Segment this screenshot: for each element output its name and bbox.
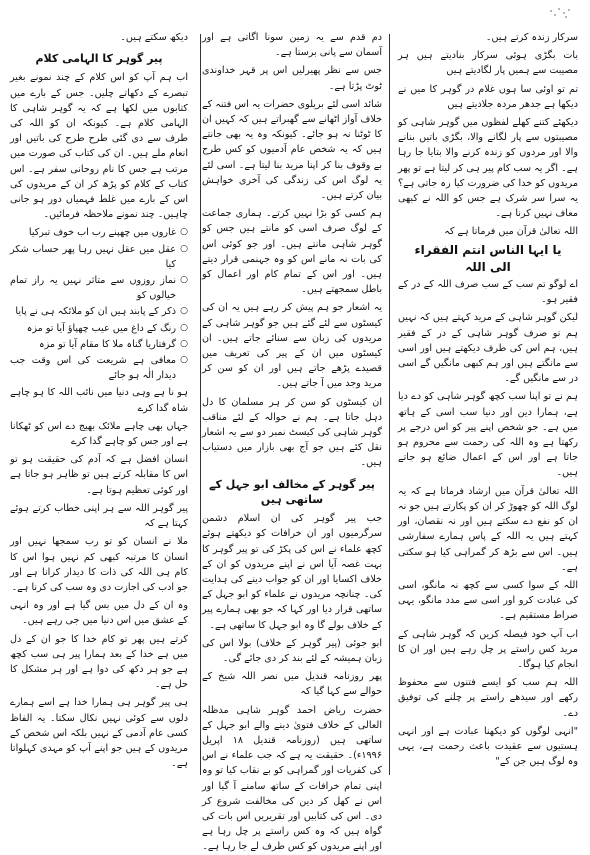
paragraph: "انہی لوگوں کو دیکھنا عبادت ہے اور انہی ہستیوں سے عقیدت باعث رحمت ہے، یہی وہ لوگ ہیں جن کے" — [398, 725, 578, 768]
quran-verse-banner: الی اللہ — [465, 259, 511, 274]
right-column — [398, 30, 578, 779]
paragraph: ہم نے تو اپنا سب کچھ گوہر شاہی کو دے دیا ہے، ہمارا دین اور دنیا سب اسی کے ہاتھ میں ہے۔ جو شخص اپنے پیر کو اس درجے پر رکھتا ہے وہ اللہ کی رحمت سے محروم ہو جاتا ہے اور اس کے اعمال ضائع ہو جاتے ہیں۔ — [398, 391, 578, 479]
paragraph: ہی پیر گوہر ہی ہمارا خدا ہے اسے ہمارے دلوں سے کوئی نہیں نکال سکتا۔ یہ الفاظ کسی عام آدمی کے نہیں بلکہ اس شخص کے مریدوں کے ہیں جو اپنے آپ کو مہدی کہلواتا ہے۔ — [10, 697, 188, 770]
left-column — [10, 30, 188, 779]
paragraph: انسان افضل ہے کہ آدم کی حقیقت ہو تو اس کا مقابلہ کرتے ہیں تو ظاہر ہو جاتا ہے اور کوئی تعظیم ہوتا ہے۔ — [10, 454, 188, 496]
couplet: ○ عقل میں عقل نہیں رہا پھر حساب شکر کیا — [10, 242, 188, 272]
paragraph: کرتے ہیں پھر تو کام خدا کا جو ان کے دل میں ہے خدا کے بعد ہمارا پیر ہی سب کچھ ہے جو ہر دکھ کی دوا ہے اور ہر مشکل کا حل ہے۔ — [10, 633, 188, 691]
middle-column — [202, 30, 382, 853]
couplet: ○ نماز روزوں سے متاثر نہیں یہ راز تمام خیالوں کو — [10, 273, 188, 303]
paragraph: سرکار زندہ کرتے ہیں۔ — [485, 32, 578, 43]
paragraph: ان کیسٹوں کو سن کر ہر مسلمان کا دل دہل جاتا ہے۔ ہم نے حوالہ کے لئے مناقب گوہر شاہی کی کیسٹ نمبر دو سے یہ اشعار نقل کئے ہیں جو آج بھی بازار میں دستیاب ہیں۔ — [202, 396, 382, 469]
paragraph: پیر گوہر اللہ سے ہر اپنی خطاب کرتے ہوئے کہتا ہے کہ — [10, 502, 188, 530]
couplet-list — [10, 225, 188, 383]
couplet: ○ رنگ کے داغ میں عیب چھپاؤ آیا تو مزہ — [10, 321, 188, 336]
paragraph: وہ ان کے دل میں بس گیا ہے اور وہ انہی کے عشق میں اس دنیا میں جی رہے ہیں۔ — [10, 600, 188, 627]
paragraph: جہاں بھی چاہے ملائک بھیج دے اس کو ٹھکانا ہے اور جس کو چاہے گدا کرے — [10, 420, 188, 448]
paragraph: دم قدم سے یہ زمین سونا اگاتی ہے اور آسمان سے پانی برستا ہے۔ — [202, 32, 382, 59]
paragraph: اللہ تعالیٰ قرآن میں ارشاد فرماتا ہے کہ یہ لوگ اللہ کو چھوڑ کر ان کو پکارتے ہیں جو نہ ان کو نفع دے سکتے ہیں اور نہ نقصان، اور کہتے ہیں یہ اللہ کے پاس ہمارے سفارشی ہیں۔ اس سے بڑھ کر گمراہی کیا ہو سکتی ہے۔ — [398, 485, 578, 573]
paragraph: ہو نا ہے وہی دنیا میں نائب اللہ کا ہو چاہے شاہ گدا کرے — [10, 387, 188, 414]
couplet: ○ غاروں میں چھپنے رب اب خوف تبرکیا — [10, 225, 188, 240]
scan-noise — [546, 6, 572, 20]
paragraph: ابو جوئی (پیر گوہر کے خلاف) بولا اس کی زبان ہمیشہ کے لئے بند کر دی جائے گی۔ — [202, 637, 382, 664]
paragraph: دیکھ سکتے ہیں۔ — [120, 32, 188, 43]
paragraph: ملا نے انسان کو تو رب سمجھا نہیں اور انسان کا مرتبہ کبھی کم نہیں ہوا اس کا کام ہی اللہ کی ذات کا دیدار کرانا ہے اور جو ادب کی اجازت دی وہ سب کی کرنا ہے۔ — [10, 536, 188, 593]
paragraph: اللہ تعالیٰ قرآن میں فرماتا ہے کہ — [444, 226, 578, 238]
paragraph: لیکن گوہر شاہی کے مرید کہتے ہیں کہ نہیں ہم تو صرف گوہر شاہی کے در کے فقیر ہیں، ہم اس کی طرف دیکھتے ہیں اور اسی سے مانگتے ہیں اور ہم کبھی مانگیں گے اسی در سے مانگیں گے۔ — [398, 312, 578, 385]
couplet: ○ گرفتاریا گناہ ملا کا مقام آیا تو مزہ — [10, 337, 188, 352]
paragraph: یہ اشعار جو ہم پیش کر رہے ہیں یہ ان کی کیسٹوں سے لئے گئے ہیں جو گوہر شاہی کے مریدوں کی زبان سے سنائے جاتے ہیں۔ ان کیسٹوں میں ان کے پیر کی تعریف میں قصیدے پڑھے جاتے ہیں اور ان کو سن کر مرید وجد میں آ جاتے ہیں۔ — [202, 302, 382, 390]
paragraph: حضرت ریاض احمد گوہر شاہی مدظلہ العالی کے خلاف فتویٰ دینے والے ابو جہل کے ساتھی ہیں (روزنامہ قندیل ۱۸ اپریل ۱۹۹۶ء)۔ حقیقت یہ ہے کہ جب علماء نے اس کی کفریات اور گمراہی کو بے نقاب کیا تو وہ اپنی تمام خرافات کے ساتھ سامنے آ گیا اور اس نے کھل کر دین کی مخالفت شروع کر دی۔ اس کی کتابیں اور تقریریں اس بات کی گواہ ہیں کہ وہ کس راستے پر چل رہا ہے اور اپنے مریدوں کو کس طرف لے جا رہا ہے۔ — [202, 704, 382, 853]
column-divider — [389, 34, 390, 775]
paragraph: دیکھئے کتنے کھلے لفظوں میں گوہر شاہی کو مصیبتوں سے پار لگانے والا، بگڑی باتیں بنانے والا اور مردوں کو زندہ کرنے والا بتایا جا رہا ہے۔ اگر یہ سب کام پیر ہی کر لیتا ہے تو پھر مریدوں کو خدا کی ضرورت کیا رہ جاتی ہے؟ یہ سرا سر شرک ہے جس کو اللہ نے کبھی معاف نہیں کرنا ہے۔ — [398, 117, 578, 220]
paragraph: بات بگڑی ہوئی سرکار بنادیتے ہیں ہر مصیبت سے ہمیں پار لگادیتے ہیں — [398, 50, 578, 77]
section-heading: پیر گوہر کے مخالف ابو جہل کے ساتھی ہیں — [209, 477, 375, 506]
paragraph: اے لوگو تم سب کے سب صرف اللہ کے در کے فقیر ہو۔ — [398, 279, 578, 306]
couplet: ○ معافی ہے شریعت کی اس وقت جب دیدار الٰہ ہو جائے — [10, 353, 188, 383]
paragraph: پھر روزنامہ قندیل میں نصر اللہ شیخ کے حوالے سے کہا گیا کہ — [202, 671, 382, 698]
quran-verse-banner: یا ایہا الناس انتم الفقراء — [414, 242, 562, 257]
paragraph: جب پیر گوہر کی ان اسلام دشمن سرگرمیوں اور ان خرافات کو دیکھتے ہوئے کچھ علماء نے اس کی پکڑ کی تو پیر گوہر کا بہت غصہ آیا اس نے اپنے مریدوں کو ان کے خلاف اکسایا اور ان کو جواب دینے کی ہدایت کی۔ چنانچہ مریدوں نے علماء کو ابو جہل کے ساتھی قرار دیا اور کہا کہ جو بھی ہمارے پیر کے خلاف بولے گا وہ ابو جہل کا ساتھی ہے۔ — [202, 513, 382, 631]
paragraph: جس سے نظر پھیرلیں اس پر قہر خداوندی ٹوٹ پڑتا ہے۔ — [202, 65, 382, 92]
paragraph: اللہ ہم سب کو ایسے فتنوں سے محفوظ رکھے اور سیدھے راستے پر چلنے کی توفیق دے۔ — [398, 677, 578, 719]
couplet: ○ ذکر کے پابند ہیں ان کو ملائکہ ہی نے پایا — [10, 304, 188, 319]
paragraph: اب آپ خود فیصلہ کریں کہ گوہر شاہی کے مرید کس راستے پر چل رہے ہیں اور ان کا انجام کیا ہوگا۔ — [398, 628, 578, 670]
paragraph: تم تو اوئی سا ہوں غلام در گوہر کا میں نے دیکھا ہے جدھر مردہ جلادیتے ہیں — [398, 83, 578, 110]
paragraph: ہم کسی کو بڑا نہیں کرتے۔ ہماری جماعت کے لوگ صرف اسی کو مانتے ہیں جس کو گوہر شاہی مانتے ہیں۔ اور جو کوئی اس کی بات نہ مانے اس کو وہ جہنمی قرار دیتے ہیں۔ اور اس کے تمام کام اور اعمال کو باطل سمجھتے ہیں۔ — [202, 208, 382, 296]
paragraph: اب ہم آپ کو اس کلام کے چند نمونے بغیر تبصرے کے دکھاتے چلیں۔ جس کے بارے میں کتابوں میں لکھا ہے کہ یہ گوہر شاہی کا الہامی کلام ہے۔ کیونکہ ان کو اللہ کی طرف سے دی گئی طرح طرح کی باتیں اور انعام ملے ہیں۔ ان کی کتاب کی صورت میں مرتب ہے جس کا نام روحانی سفر ہے۔ اس کتاب کے کلام کو پڑھ کر ان کے مریدوں کی اس کے بارے میں غلط فہمیاں دور ہو جانی چاہیں۔ چند نمونے ملاحظہ فرمائیں۔ — [10, 72, 188, 221]
paragraph: اللہ کے سوا کسی سے کچھ نہ مانگو، اسی کی عبادت کرو اور اسی سے مدد مانگو، یہی صراط مستقیم ہے۔ — [398, 579, 578, 622]
paragraph: شائد اسی لئے بریلوی حضرات یہ اس فتنہ کے خلاف آواز اٹھانے سے گھبراتے ہیں کہ کہیں ان کا ٹوٹنا نہ ہو جائے۔ کیونکہ وہ یہ بھی جانتے ہیں کہ یہ شخص عام آدمیوں کو کس طرح بے وقوف بنا کر اپنا مرید بنا لیتا ہے۔ اسی لئے یہ لوگ اس کی زندگی کی آخری خواہش بیان کرتے ہیں۔ — [202, 98, 382, 202]
section-heading: پیر گوہر کا الہامی کلام — [35, 52, 163, 66]
column-divider — [200, 34, 201, 775]
